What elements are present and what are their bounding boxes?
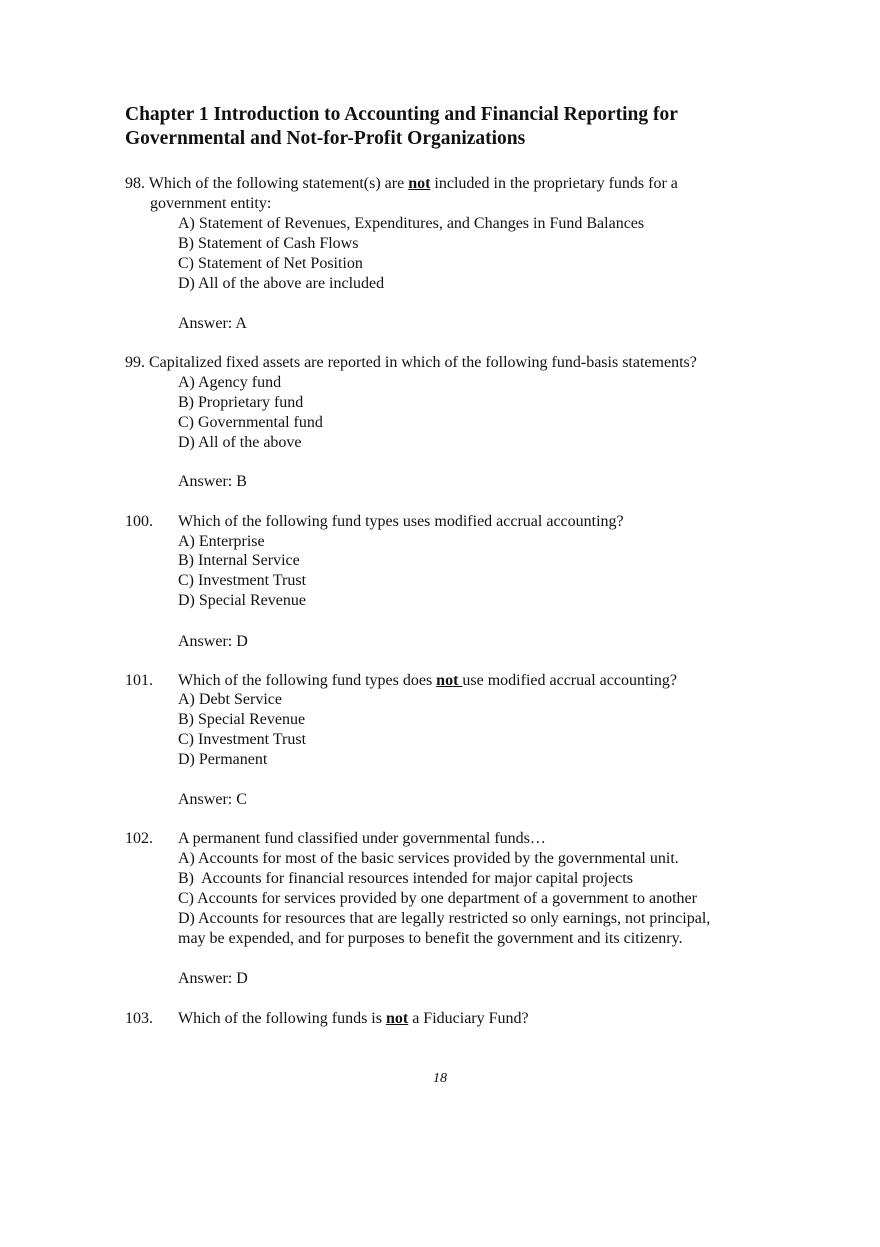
stem-text: use modified accrual accounting? xyxy=(462,672,677,689)
question-102-stem: A permanent fund classified under governmental funds… xyxy=(178,830,546,847)
option-d: D) Special Revenue xyxy=(178,592,306,609)
stem-text: Which of the following funds is xyxy=(178,1010,386,1027)
option-b: B) Accounts for financial resources intended for major capital projects xyxy=(178,870,633,887)
question-101-stem xyxy=(178,671,677,691)
option-d-continued: may be expended, and for purposes to benefit the government and its citizenry. xyxy=(178,930,683,947)
option-c: C) Statement of Net Position xyxy=(178,255,363,272)
emphasis-not: not xyxy=(385,1010,409,1027)
question-103-stem xyxy=(178,1009,529,1029)
answer: Answer: C xyxy=(178,791,247,808)
answer: Answer: A xyxy=(178,315,247,332)
option-d: D) All of the above xyxy=(178,434,302,451)
question-98-stem xyxy=(125,174,678,194)
stem-text: Which of the following fund types does xyxy=(178,672,437,689)
option-a: A) Enterprise xyxy=(178,533,265,550)
option-a: A) Statement of Revenues, Expenditures, and Changes in Fund Balances xyxy=(178,215,645,232)
question-99-stem xyxy=(125,353,697,373)
chapter-title-line-1: Chapter 1 Introduction to Accounting and Financial Reporting for xyxy=(125,104,678,125)
question-100-stem: Which of the following fund types uses modified accrual accounting? xyxy=(178,513,624,530)
page-number: 18 xyxy=(433,1071,447,1086)
option-b: B) Statement of Cash Flows xyxy=(178,235,359,252)
option-d: D) Permanent xyxy=(178,751,268,768)
option-b: B) Proprietary fund xyxy=(178,394,304,411)
question-number: 99. xyxy=(125,354,145,371)
question-number: 101. xyxy=(125,672,153,689)
question-number: 98. xyxy=(125,175,145,192)
question-number: 103. xyxy=(125,1010,153,1027)
option-a: A) Debt Service xyxy=(178,691,282,708)
option-d: D) All of the above are included xyxy=(178,275,385,292)
chapter-title-line-2: Governmental and Not-for-Profit Organizations xyxy=(125,128,526,149)
answer: Answer: B xyxy=(178,473,247,490)
answer: Answer: D xyxy=(178,633,248,650)
answer: Answer: D xyxy=(178,970,248,987)
emphasis-not: not xyxy=(436,672,463,689)
option-a: A) Accounts for most of the basic services provided by the governmental unit. xyxy=(178,850,679,867)
option-b: B) Special Revenue xyxy=(178,711,306,728)
stem-text: a Fiduciary Fund? xyxy=(408,1010,529,1027)
question-number: 100. xyxy=(125,513,153,530)
question-98-stem-line-2: government entity: xyxy=(150,195,272,212)
chapter-title xyxy=(125,103,825,151)
option-a: A) Agency fund xyxy=(178,374,282,391)
emphasis-not: not xyxy=(408,175,431,192)
option-c: C) Investment Trust xyxy=(178,731,307,748)
stem-text: included in the proprietary funds for a xyxy=(430,175,678,192)
option-c: C) Accounts for services provided by one department of a government to another xyxy=(178,890,697,907)
option-d: D) Accounts for resources that are legally restricted so only earnings, not principal, xyxy=(178,910,711,927)
option-b: B) Internal Service xyxy=(178,552,300,569)
question-number: 102. xyxy=(125,830,153,847)
stem-text: Capitalized fixed assets are reported in which of the following fund-basis statements? xyxy=(149,354,697,371)
stem-text: Which of the following statement(s) are xyxy=(148,175,409,192)
option-c: C) Governmental fund xyxy=(178,414,323,431)
option-c: C) Investment Trust xyxy=(178,572,307,589)
